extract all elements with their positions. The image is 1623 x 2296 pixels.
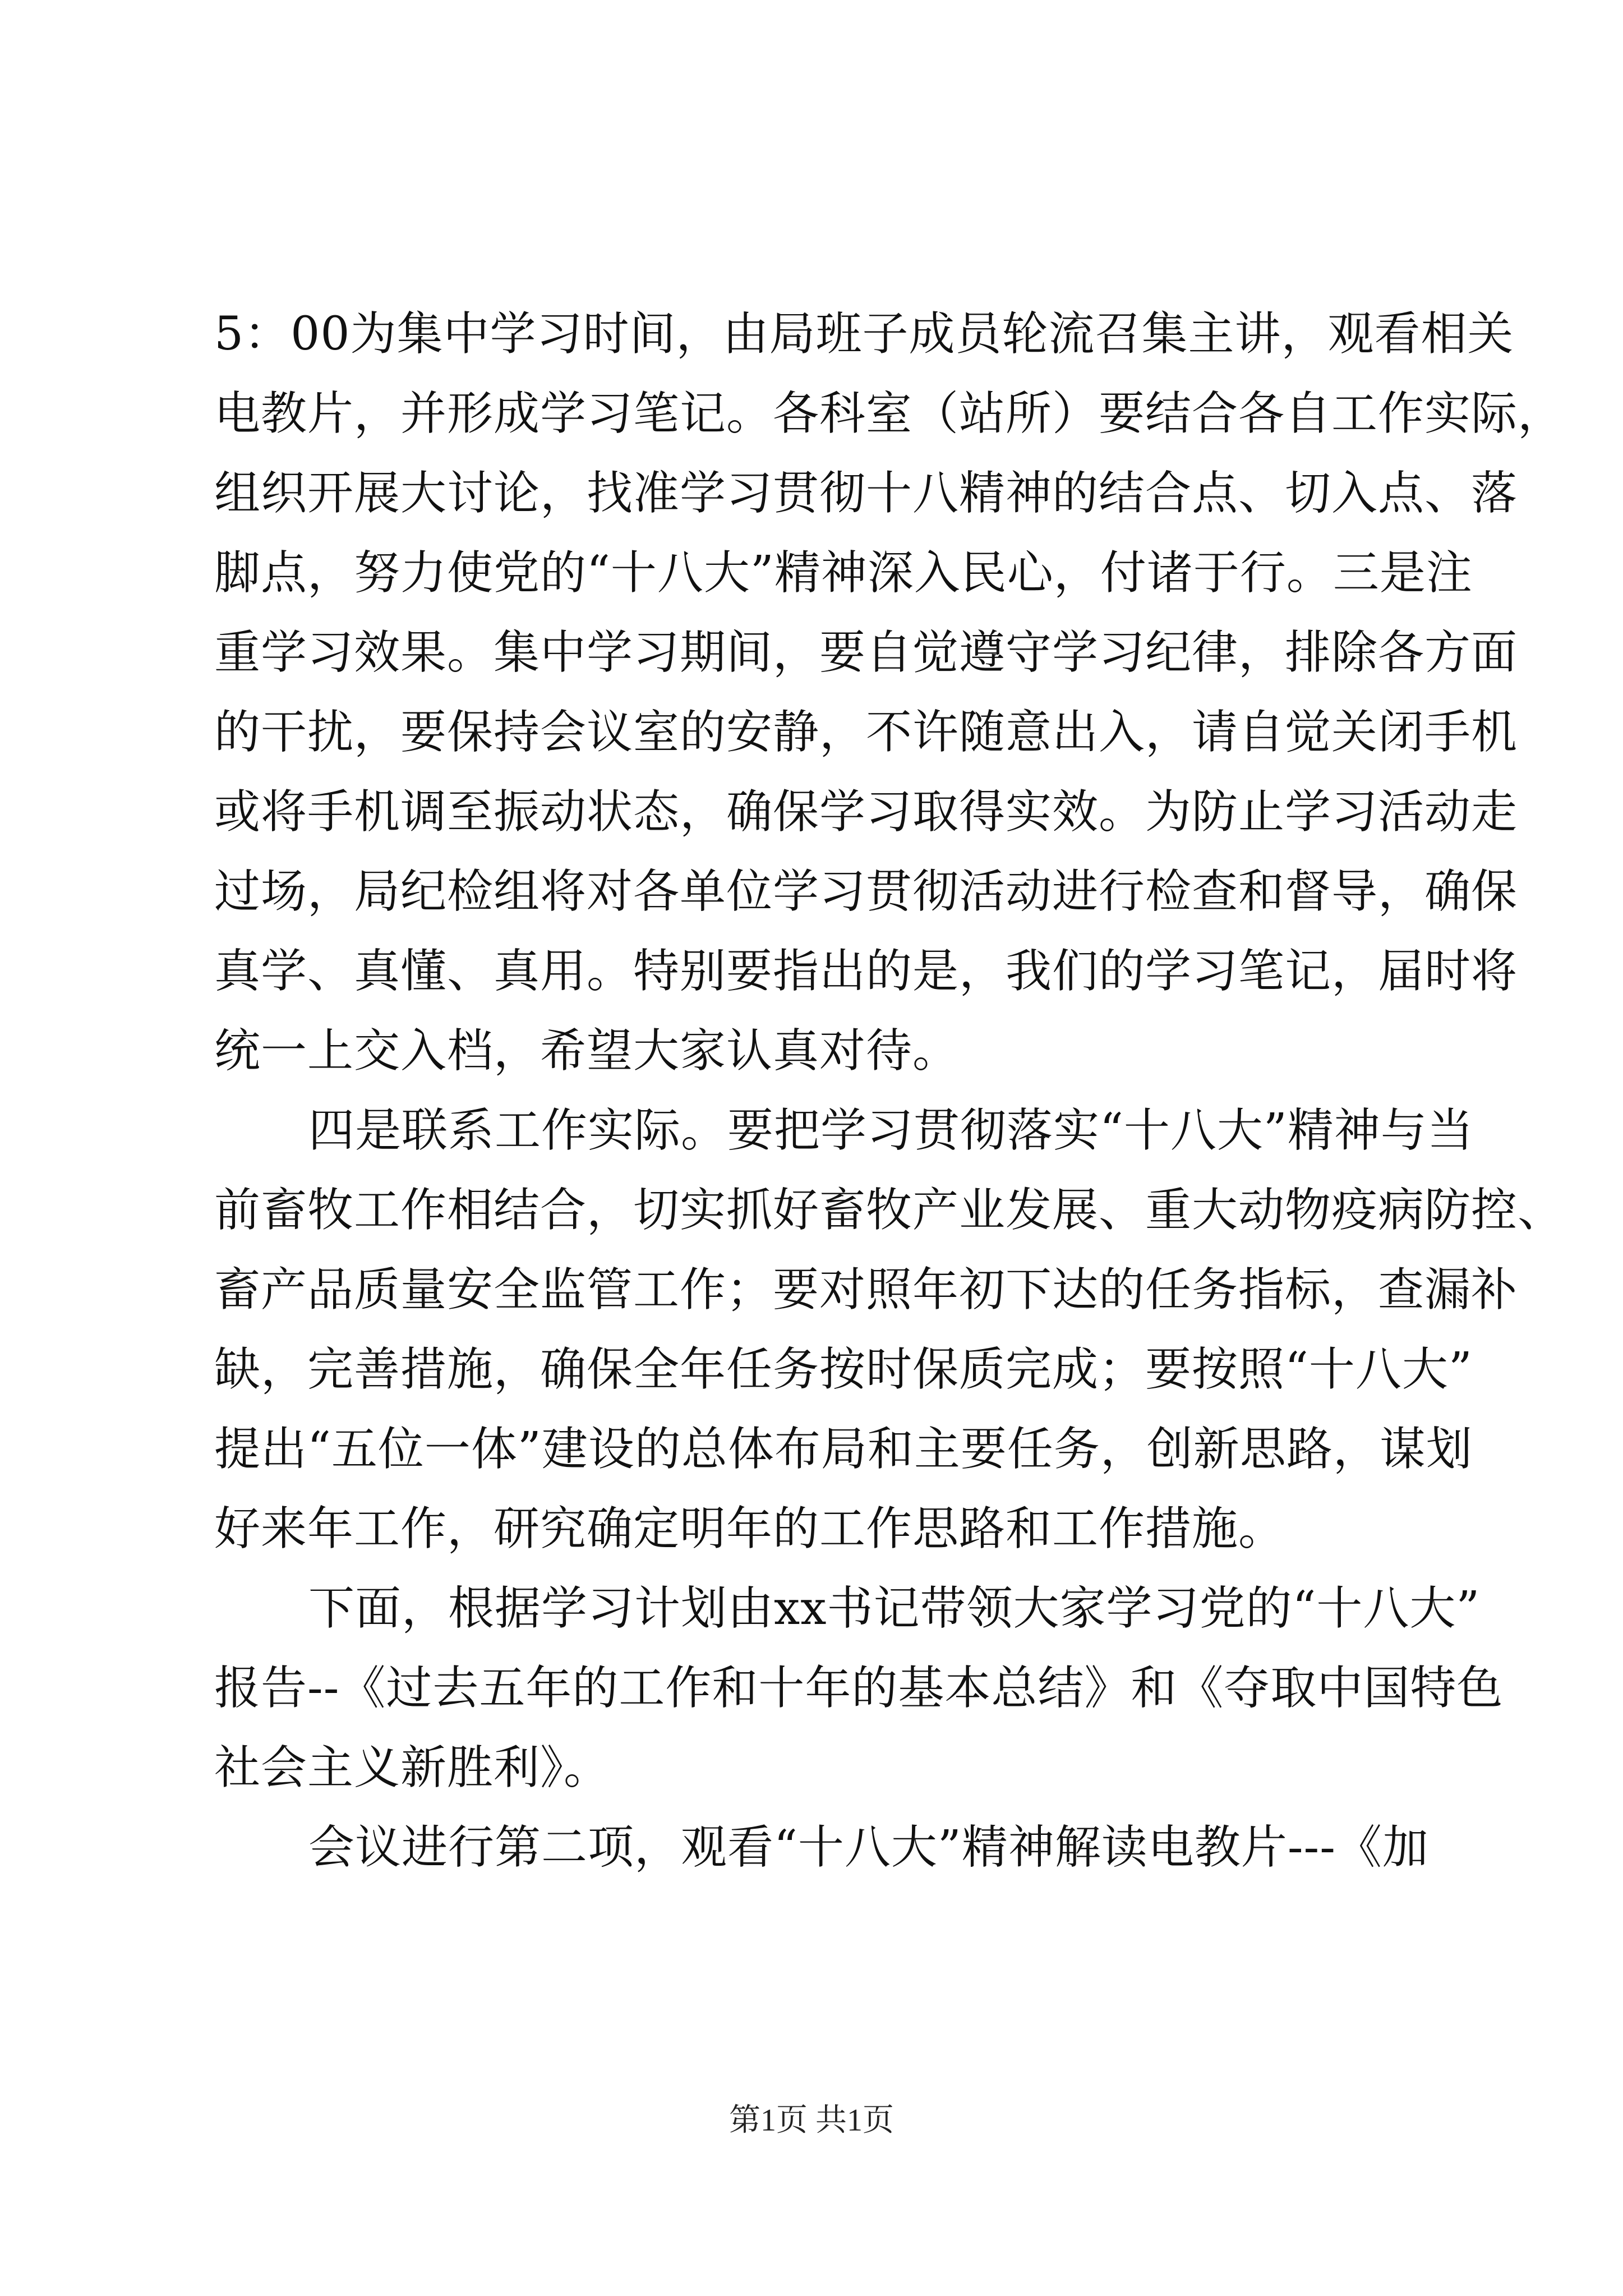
text-line: 的干扰，要保持会议室的安静，不许随意出入，请自觉关闭手机 xyxy=(214,706,1518,759)
paragraph-first-line: 会议进行第二项，观看“十八大”精神解读电教片---《加 xyxy=(308,1821,1429,1874)
text-line: 5：00为集中学习时间，由局班子成员轮流召集主讲，观看相关 xyxy=(214,307,1514,361)
text-line: 过场，局纪检组将对各单位学习贯彻活动进行检查和督导，确保 xyxy=(214,865,1518,918)
text-line: 前畜牧工作相结合，切实抓好畜牧产业发展、重大动物疫病防控、 xyxy=(214,1184,1565,1237)
text-line: 电教片，并形成学习笔记。各科室（站所）要结合各自工作实际， xyxy=(214,387,1565,440)
text-line: 脚点，努力使党的“十八大”精神深入民心，付诸于行。三是注 xyxy=(214,546,1473,600)
document-body xyxy=(214,295,1565,1888)
text-line: 重学习效果。集中学习期间，要自觉遵守学习纪律，排除各方面 xyxy=(214,626,1518,679)
text-line: 报告--《过去五年的工作和十年的基本总结》和《夺取中国特色 xyxy=(214,1662,1504,1715)
paragraph-first-line: 下面，根据学习计划由xx书记带领大家学习党的“十八大” xyxy=(308,1582,1481,1635)
text-line: 提出“五位一体”建设的总体布局和主要任务，创新思路，谋划 xyxy=(214,1423,1473,1476)
page-footer xyxy=(0,2101,1623,2140)
page-number-label: 第1页 共1页 xyxy=(729,2103,894,2138)
text-line: 好来年工作，研究确定明年的工作思路和工作措施。 xyxy=(214,1502,1285,1556)
text-line: 统一上交入档，希望大家认真对待。 xyxy=(214,1024,960,1078)
text-line: 真学、真懂、真用。特别要指出的是，我们的学习笔记，届时将 xyxy=(214,945,1518,998)
text-line: 组织开展大讨论，找准学习贯彻十八精神的结合点、切入点、落 xyxy=(214,467,1518,520)
text-line: 畜产品质量安全监管工作；要对照年初下达的任务指标，查漏补 xyxy=(214,1263,1518,1317)
text-line: 缺，完善措施，确保全年任务按时保质完成；要按照“十八大” xyxy=(214,1343,1473,1396)
text-line: 社会主义新胜利》。 xyxy=(214,1741,611,1795)
text-line: 或将手机调至振动状态，确保学习取得实效。为防止学习活动走 xyxy=(214,785,1518,839)
paragraph-first-line: 四是联系工作实际。要把学习贯彻落实“十八大”精神与当 xyxy=(308,1104,1474,1157)
